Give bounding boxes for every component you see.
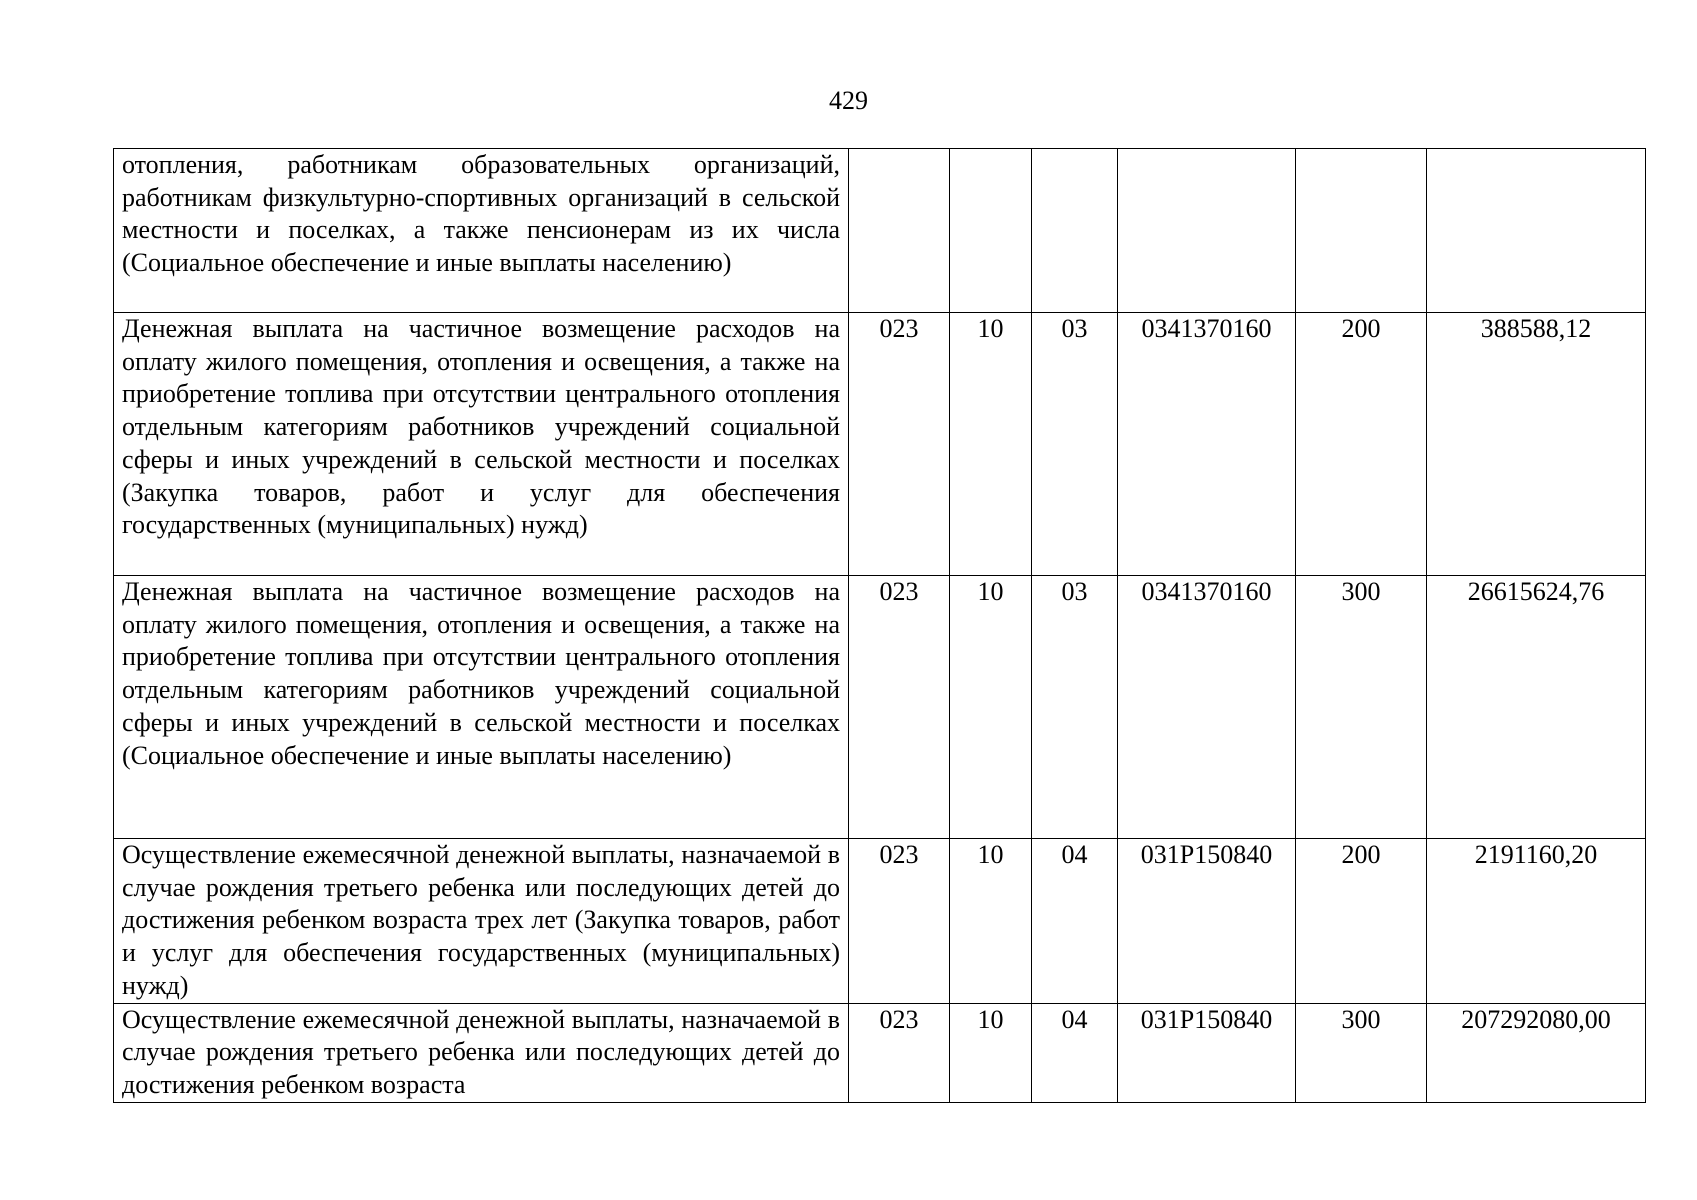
target-article-code: 0341370160 xyxy=(1118,313,1296,576)
ministry-code: 023 xyxy=(849,1003,950,1102)
subsection-code: 04 xyxy=(1032,1003,1118,1102)
amount: 26615624,76 xyxy=(1427,576,1646,839)
ministry-code: 023 xyxy=(849,576,950,839)
ministry-code: 023 xyxy=(849,839,950,1004)
section-code xyxy=(950,149,1032,313)
target-article-code xyxy=(1118,149,1296,313)
expense-type-code: 300 xyxy=(1296,1003,1427,1102)
subsection-code xyxy=(1032,149,1118,313)
row-description: отопления, работникам образовательных организаций, работникам физкультурно-спортивных организаций в сельской местности и поселках, а также пенсионерам из их числа (Социальное обеспечение и иные выплаты населению) xyxy=(114,149,849,313)
subsection-code: 04 xyxy=(1032,839,1118,1004)
target-article-code: 031P150840 xyxy=(1118,1003,1296,1102)
amount: 207292080,00 xyxy=(1427,1003,1646,1102)
section-code: 10 xyxy=(950,1003,1032,1102)
target-article-code: 031P150840 xyxy=(1118,839,1296,1004)
subsection-code: 03 xyxy=(1032,576,1118,839)
page-number: 429 xyxy=(829,86,868,115)
table-row xyxy=(114,313,1646,576)
amount: 388588,12 xyxy=(1427,313,1646,576)
expense-type-code: 200 xyxy=(1296,839,1427,1004)
row-description: Осуществление ежемесячной денежной выплаты, назначаемой в случае рождения третьего ребенка или последующих детей до достижения ребенком возраста xyxy=(114,1003,849,1102)
expense-type-code: 300 xyxy=(1296,576,1427,839)
amount: 2191160,20 xyxy=(1427,839,1646,1004)
subsection-code: 03 xyxy=(1032,313,1118,576)
table-row xyxy=(114,576,1646,839)
row-description: Осуществление ежемесячной денежной выплаты, назначаемой в случае рождения третьего ребенка или последующих детей до достижения ребенком возраста трех лет (Закупка товаров, работ и услуг для обеспечения государственных (муниципальных) нужд) xyxy=(114,839,849,1004)
section-code: 10 xyxy=(950,576,1032,839)
row-description: Денежная выплата на частичное возмещение расходов на оплату жилого помещения, отопления и освещения, а также на приобретение топлива при отсутствии центрального отопления отдельным категориям работников учреждений социальной сферы и иных учреждений в сельской местности и поселках (Закупка товаров, работ и услуг для обеспечения государственных (муниципальных) нужд) xyxy=(114,313,849,576)
table-row xyxy=(114,839,1646,1004)
ministry-code xyxy=(849,149,950,313)
ministry-code: 023 xyxy=(849,313,950,576)
row-description: Денежная выплата на частичное возмещение расходов на оплату жилого помещения, отопления и освещения, а также на приобретение топлива при отсутствии центрального отопления отдельным категориям работников учреждений социальной сферы и иных учреждений в сельской местности и поселках (Социальное обеспечение и иные выплаты населению) xyxy=(114,576,849,839)
table-row xyxy=(114,149,1646,313)
section-code: 10 xyxy=(950,839,1032,1004)
amount xyxy=(1427,149,1646,313)
expense-type-code: 200 xyxy=(1296,313,1427,576)
expense-type-code xyxy=(1296,149,1427,313)
budget-table xyxy=(113,148,1646,1103)
table-row xyxy=(114,1003,1646,1102)
target-article-code: 0341370160 xyxy=(1118,576,1296,839)
section-code: 10 xyxy=(950,313,1032,576)
